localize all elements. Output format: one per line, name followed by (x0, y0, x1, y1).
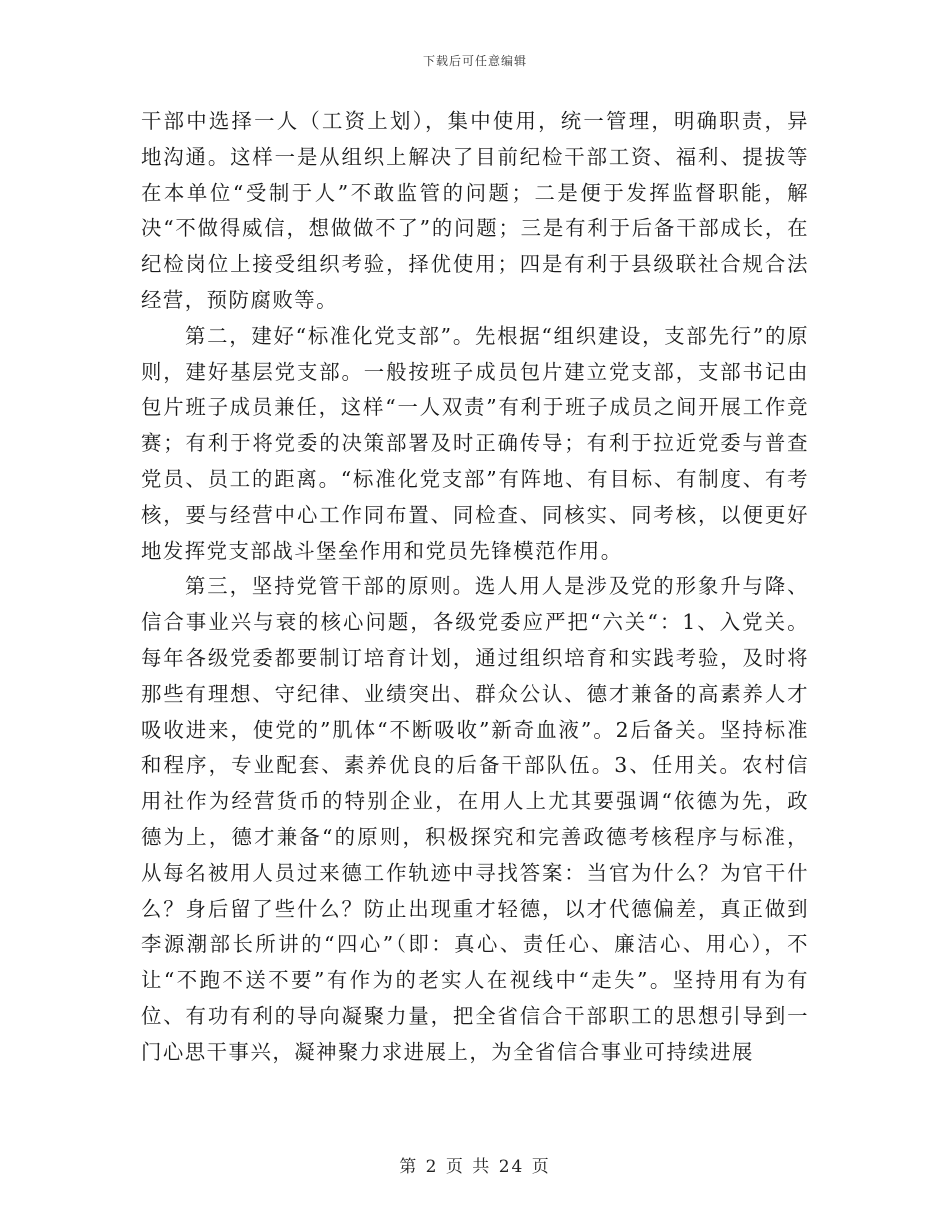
paragraph-2: 第二，建好“标准化党支部”。先根据“组织建设，支部先行”的原则，建好基层党支部。一般按班子成员包片建立党支部，支部书记由包片班子成员兼任，这样“一人双责”有利于班子成员之间开展工作竞赛；有利于将党委的决策部署及时正确传导；有利于拉近党委与普查党员、员工的距离。“标准化党支部”有阵地、有目标、有制度、有考核，要与经营中心工作同布置、同检查、同核实、同考核，以便更好地发挥党支部战斗堡垒作用和党员先锋模范作用。 (141, 323, 809, 563)
header-note: 下载后可任意编辑 (422, 54, 527, 68)
page-footer (0, 1152, 950, 1177)
paragraph-3: 第三，坚持党管干部的原则。选人用人是涉及党的形象升与降、信合事业兴与衰的核心问题，各级党委应严把“六关“：1、入党关。每年各级党委都要制订培育计划，通过组织培育和实践考验，及时将那些有理想、守纪律、业绩突出、群众公认、德才兼备的高素养人才吸收进来，使党的”肌体“不断吸收”新奇血液”。2后备关。坚持标准和程序，专业配套、素养优良的后备干部队伍。3、任用关。农村信用社作为经营货币的特别企业，在用人上尤其要强调“依德为先，政德为上，德才兼备“的原则，积极探究和完善政德考核程序与标准，从每名被用人员过来德工作轨迹中寻找答案：当官为什么？为官干什么？身后留了些什么？防止出现重才轻德，以才代德偏差，真正做到李源潮部长所讲的“四心”（即：真心、责任心、廉洁心、用心），不让“不跑不送不要”有作为的老实人在视线中“走失”。坚持用有为有位、有功有利的导向凝聚力量，把全省信合干部职工的思想引导到一门心思干事兴，凝神聚力求进展上，为全省信合事业可持续进展 (141, 574, 809, 1064)
paragraph-1-continued: 干部中选择一人（工资上划），集中使用，统一管理，明确职责，异地沟通。这样一是从组织上解决了目前纪检干部工资、福利、提拔等在本单位“受制于人”不敢监管的问题；二是便于发挥监督职能，解决“不做得威信，想做做不了”的问题；三是有利于后备干部成长，在纪检岗位上接受组织考验，择优使用；四是有利于县级联社合规合法经营，预防腐败等。 (141, 109, 809, 312)
page-header (0, 52, 950, 69)
page-number: 第 2 页 共 24 页 (399, 1157, 551, 1177)
document-body (141, 104, 809, 1071)
